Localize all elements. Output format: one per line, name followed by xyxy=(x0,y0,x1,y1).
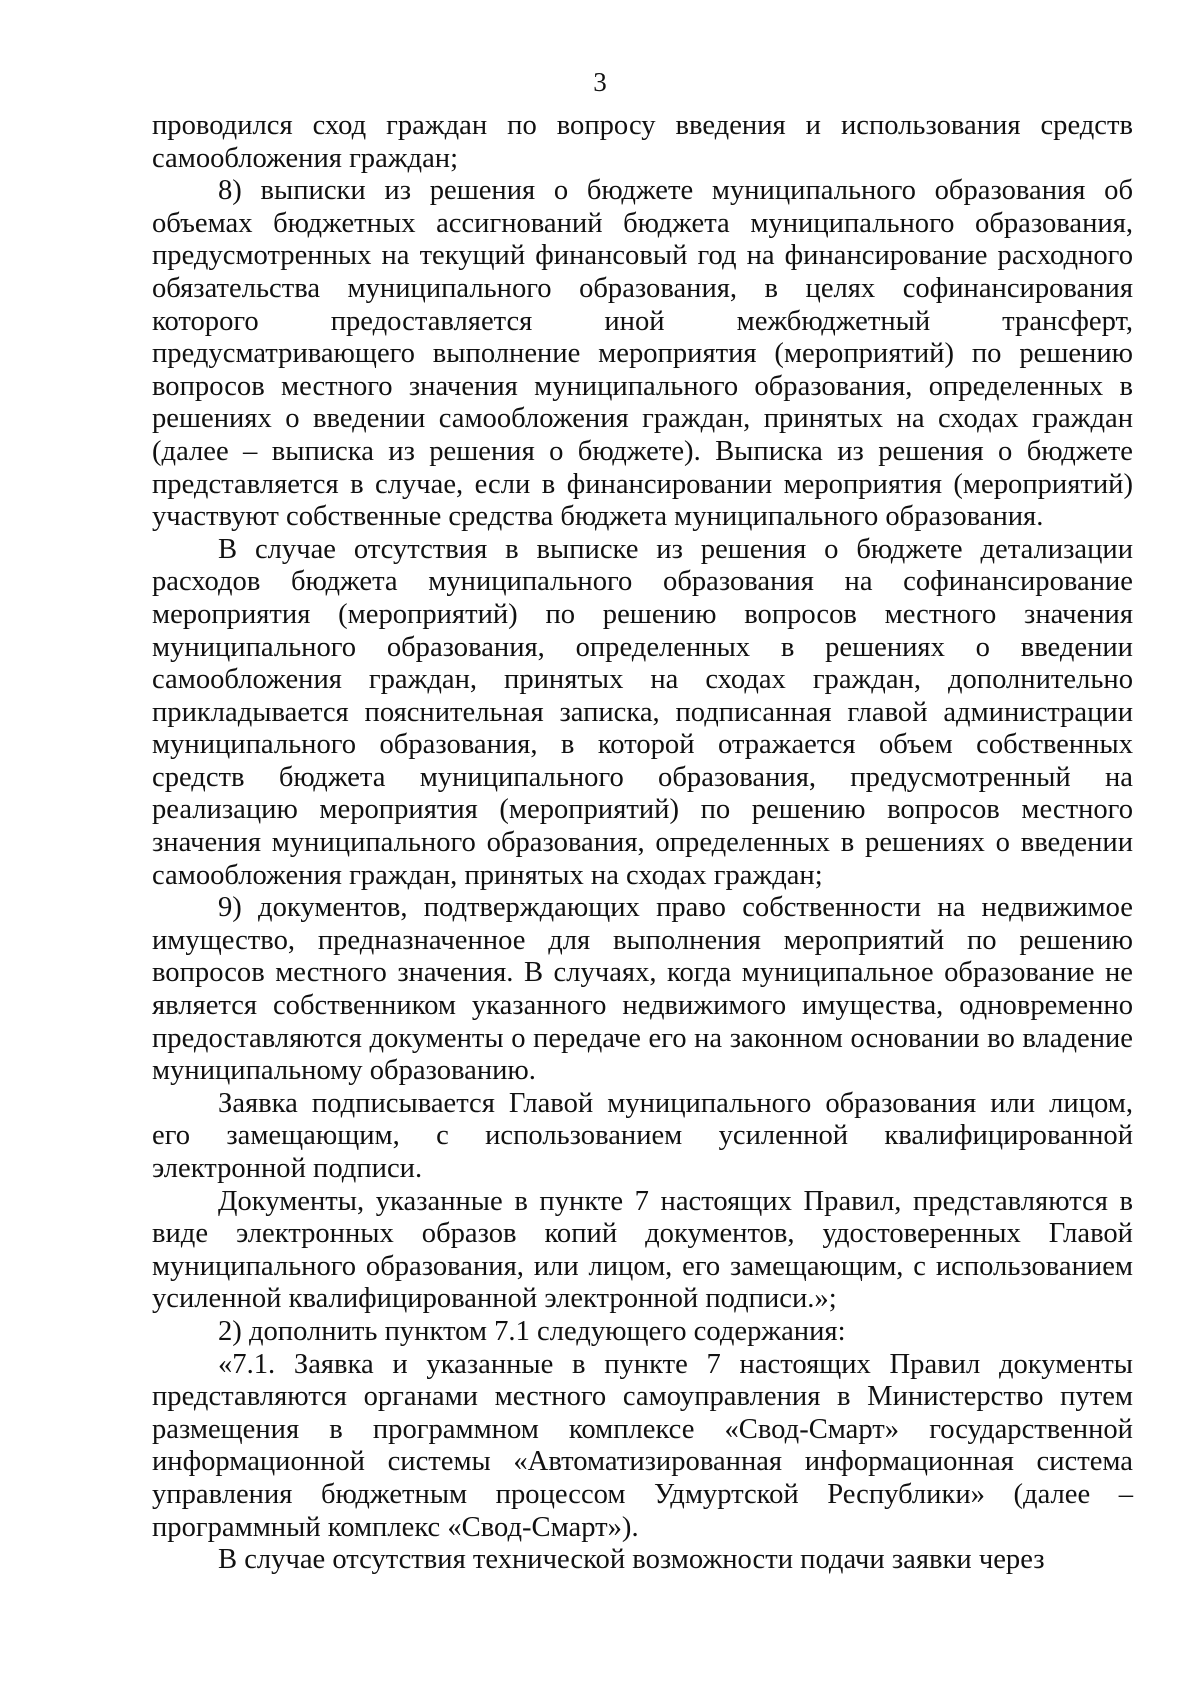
paragraph-no-technical-possibility: В случае отсутствия технической возможности подачи заявки через xyxy=(218,1544,1045,1576)
paragraph-continuation: проводился сход граждан по вопросу введения и использования средств самообложения граждан; xyxy=(152,110,1133,174)
paragraph-clause-7-1: «7.1. Заявка и указанные в пункте 7 настоящих Правил документы представляются органами местного самоуправления в Министерство путем размещения в программном комплексе «Свод-Смарт» государственной информационной системы «Автоматизированная информационная система управления бюджетным процессом Удмуртской Республики» (далее – программный комплекс «Свод-Смарт»). xyxy=(152,1348,1133,1543)
paragraph-amendment-2: 2) дополнить пунктом 7.1 следующего содержания: xyxy=(218,1315,846,1347)
document-body xyxy=(152,110,1133,1577)
page-number: 3 xyxy=(593,67,607,97)
paragraph-item-8: 8) выписки из решения о бюджете муниципального образования об объемах бюджетных ассигнований бюджета муниципального образования, предусмотренных на текущий финансовый год на финансирование расходного обязательства муниципального образования, в целях софинансирования которого предоставляется иной межбюджетный трансферт, предусматривающего выполнение мероприятия (мероприятий) по решению вопросов местного значения муниципального образования, определенных в решениях о введении самообложения граждан, принятых на сходах граждан (далее – выписка из решения о бюджете). Выписка из решения о бюджете представляется в случае, если в финансировании мероприятия (мероприятий) участвуют собственные средства бюджета муниципального образования. xyxy=(152,175,1133,533)
paragraph-signature: Заявка подписывается Главой муниципального образования или лицом, его замещающим, с использованием усиленной квалифицированной электронной подписи. xyxy=(152,1087,1133,1184)
paragraph-explanatory-note: В случае отсутствия в выписке из решения о бюджете детализации расходов бюджета муниципального образования на софинансирование мероприятия (мероприятий) по решению вопросов местного значения муниципального образования, определенных в решениях о введении самообложения граждан, принятых на сходах граждан, дополнительно прикладывается пояснительная записка, подписанная главой администрации муниципального образования, в которой отражается объем собственных средств бюджета муниципального образования, предусмотренный на реализацию мероприятия (мероприятий) по решению вопросов местного значения муниципального образования, определенных в решениях о введении самообложения граждан, принятых на сходах граждан; xyxy=(152,533,1133,891)
paragraph-documents-format: Документы, указанные в пункте 7 настоящих Правил, представляются в виде электронных образов копий документов, удостоверенных Главой муниципального образования, или лицом, его замещающим, с использованием усиленной квалифицированной электронной подписи.»; xyxy=(152,1185,1133,1315)
paragraph-item-9: 9) документов, подтверждающих право собственности на недвижимое имущество, предназначенное для выполнения мероприятий по решению вопросов местного значения. В случаях, когда муниципальное образование не является собственником указанного недвижимого имущества, одновременно предоставляются документы о передаче его на законном основании во владение муниципальному образованию. xyxy=(152,892,1133,1087)
